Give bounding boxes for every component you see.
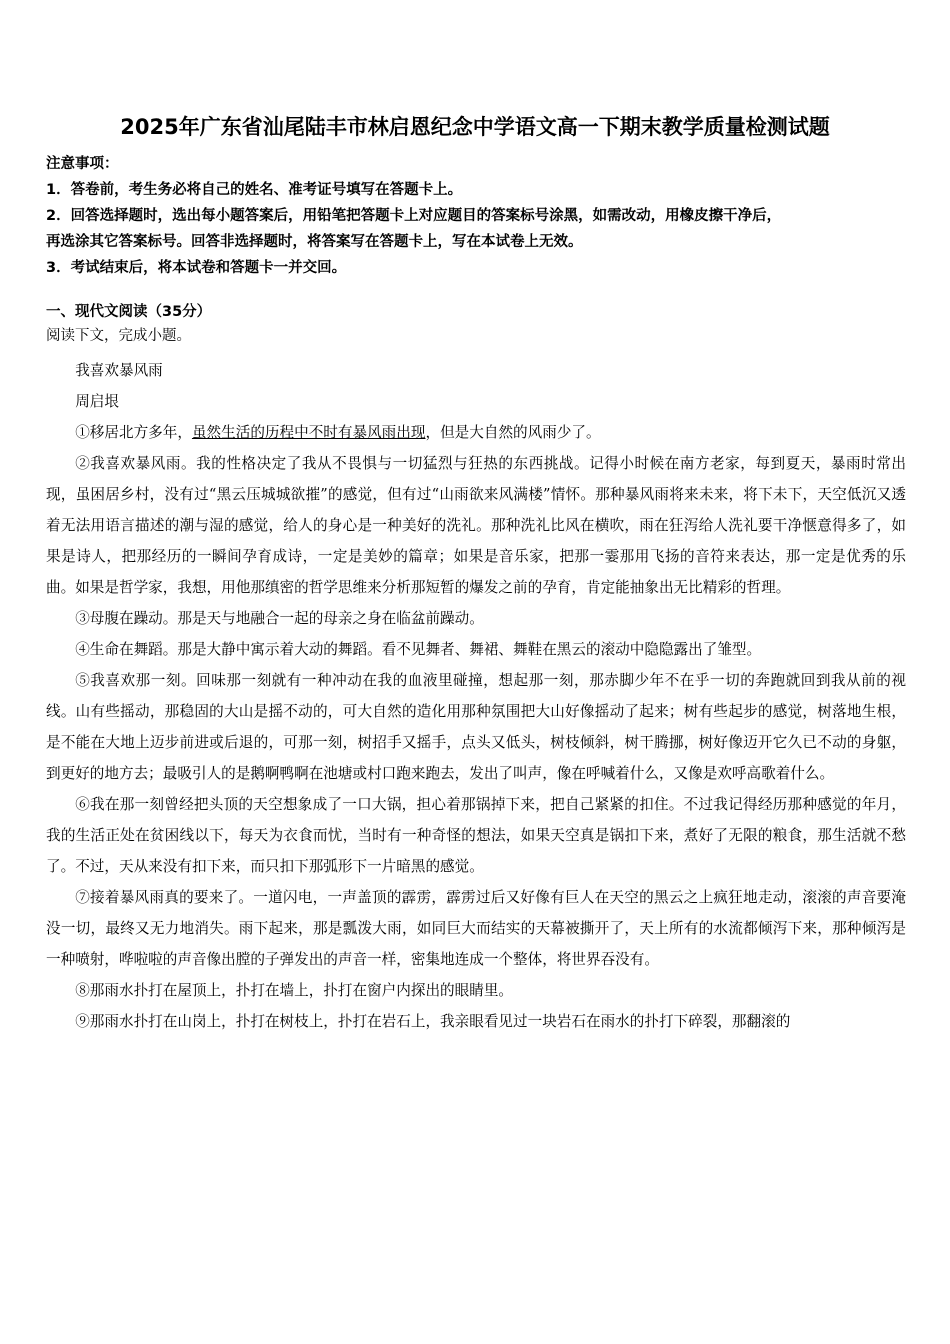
article-paragraph: ⑦接着暴风雨真的要来了。一道闪电，一声盖顶的霹雳，霹雳过后又好像有巨人在天空的黑云之上疯狂地走动，滚滚的声音要淹没一切，最终又无力地消失。雨下起来，那是瓢泼大雨，如同巨大而结实的天幕被撕开了，天上所有的水流都倾泻下来，那种倾泻是一种喷射，哗啦啦的声音像出膛的子弹发出的声音一样，密集地连成一个整体，将世界吞没有。 [46,889,906,968]
article-title: 我喜欢暴风雨 [75,362,163,379]
notice-item: 2．回答选择题时，选出每小题答案后，用铅笔把答题卡上对应题目的答案标号涂黑，如需改动，用橡皮擦干净后， [46,208,782,224]
notice-item: 3．考试结束后，将本试卷和答题卡一并交回。 [46,260,347,276]
p1-suffix: ，但是大自然的风雨少了。 [425,424,601,441]
article-paragraph: ⑥我在那一刻曾经把头顶的天空想象成了一口大锅，担心着那锅掉下来，把自己紧紧的扣住。不过我记得经历那种感觉的年月，我的生活正处在贫困线以下，每天为衣食而忧，当时有一种奇怪的想法，如果天空真是锅扣下来，煮好了无限的粮食，那生活就不愁了。不过，天从来没有扣下来，而只扣下那弧形下一片暗黑的感觉。 [46,796,906,875]
article-paragraph: ③母腹在躁动。那是天与地融合一起的母亲之身在临盆前躁动。 [75,610,484,627]
notice-item: 1．答卷前，考生务必将自己的姓名、准考证号填写在答题卡上。 [46,182,463,198]
p1-prefix: ①移居北方多年， [75,424,192,441]
notice-block [46,151,906,281]
article-paragraph: ④生命在舞蹈。那是大静中寓示着大动的舞蹈。看不见舞者、舞裙、舞鞋在黑云的滚动中隐隐露出了雏型。 [75,641,762,658]
article-body [46,355,906,1037]
article-paragraph: ⑤我喜欢那一刻。回味那一刻就有一种冲动在我的血液里碰撞，想起那一刻，那赤脚少年不在乎一切的奔跑就回到我从前的视线。山有些摇动，那稳固的大山是摇不动的，可大自然的造化用那种氛围把大山好像摇动了起来；树有些起步的感觉，树落地生根，是不能在大地上迈步前进或后退的，可那一刻，树招手又摇手，点头又低头，树枝倾斜，树干腾挪，树好像迈开它久已不动的身躯，到更好的地方去；最吸引人的是鹅啊鸭啊在池塘或村口跑来跑去，发出了叫声，像在呼喊着什么，又像是欢呼高歌着什么。 [46,672,906,782]
underlined-sentence: 虽然生活的历程中不时有暴风雨出现 [191,424,426,441]
section-intro: 阅读下文，完成小题。 [46,328,191,344]
article-paragraph: ⑨那雨水扑打在山岗上，扑打在树枝上，扑打在岩石上，我亲眼看见过一块岩石在雨水的扑打下碎裂，那翻滚的 [75,1013,791,1030]
page-title: 2025年广东省汕尾陆丰市林启恩纪念中学语文高一下期末教学质量检测试题 [120,115,830,139]
section-heading: 一、现代文阅读（35分） [46,304,212,320]
notice-item: 再选涂其它答案标号。回答非选择题时，将答案写在答题卡上，写在本试卷上无效。 [46,234,583,250]
article-paragraph: ⑧那雨水扑打在屋顶上，扑打在墙上，扑打在窗户内探出的眼睛里。 [75,982,514,999]
notice-heading: 注意事项： [46,156,119,172]
article-paragraph-1 [46,417,906,448]
article-author: 周启垠 [75,393,119,410]
article-paragraph: ②我喜欢暴风雨。我的性格决定了我从不畏惧与一切猛烈与狂热的东西挑战。记得小时候在南方老家，每到夏天，暴雨时常出现，虽困居乡村，没有过“黑云压城城欲摧”的感觉，但有过“山雨欲来风满楼”情怀。那种暴风雨将来未来，将下未下，天空低沉又透着无法用语言描述的潮与湿的感觉，给人的身心是一种美好的洗礼。那种洗礼比风在横吹，雨在狂泻给人洗礼要干净惬意得多了，如果是诗人，把那经历的一瞬间孕育成诗，一定是美妙的篇章；如果是音乐家，把那一霎那用飞扬的音符来表达，那一定是优秀的乐曲。如果是哲学家，我想，用他那缜密的哲学思维来分析那短暂的爆发之前的孕育，肯定能抽象出无比精彩的哲理。 [46,455,906,596]
